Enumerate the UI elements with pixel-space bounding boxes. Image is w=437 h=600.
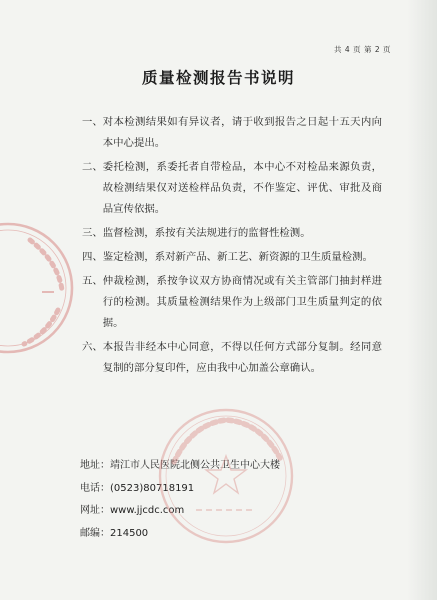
instruction-list	[82, 112, 382, 382]
phone-label: 电话：	[80, 482, 110, 494]
item-text: 鉴定检测，系对新产品、新工艺、新资源的卫生质量检测。	[102, 251, 373, 263]
website-value: www.jjcdc.com	[110, 505, 185, 516]
item-text: 本报告非经本中心同意，不得以任何方式部分复制。经同意复制的部分复印件，应由我中心加盖公章确认。	[102, 341, 382, 374]
item-number: 三、	[82, 227, 103, 239]
item-number: 一、	[82, 116, 103, 128]
contact-block	[80, 455, 380, 545]
phone-line	[80, 478, 380, 501]
item-number: 六、	[82, 341, 103, 353]
list-item	[82, 223, 382, 244]
list-item	[82, 157, 382, 220]
address-line	[80, 455, 380, 478]
postcode-label: 邮编：	[80, 527, 110, 539]
item-text: 对本检测结果如有异议者，请于收到报告之日起十五天内向本中心提出。	[102, 116, 382, 149]
address-label: 地址：	[80, 460, 110, 471]
list-item	[82, 337, 382, 379]
page-title: 质量检测报告书说明	[141, 69, 295, 87]
item-text: 仲裁检测，系按争议双方协商情况或有关主管部门抽封样进行的检测。其质量检测结果作为上级部门卫生质量判定的依据。	[102, 275, 382, 329]
item-text: 监督检测，系按有关法规进行的监督性检测。	[102, 227, 311, 239]
scan-edge-shadow	[407, 0, 437, 600]
website-label: 网址：	[80, 505, 110, 516]
item-number: 五、	[82, 275, 103, 287]
address-value: 靖江市人民医院北侧公共卫生中心大楼	[110, 460, 280, 471]
list-item	[82, 271, 382, 334]
list-item	[82, 247, 382, 268]
postcode-value: 214500	[110, 527, 149, 539]
item-text: 委托检测，系委托者自带检品，本中心不对检品来源负责，故检测结果仅对送检样品负责，不作鉴定、评优、审批及商品宣传依据。	[102, 161, 382, 215]
page-number: 共 4 页 第 2 页	[334, 45, 391, 54]
item-number: 四、	[82, 251, 103, 263]
postcode-line	[80, 523, 380, 546]
phone-value: (0523)80718191	[110, 482, 195, 494]
website-line	[80, 500, 380, 523]
item-number: 二、	[82, 161, 103, 173]
list-item	[82, 112, 382, 154]
seal-stamp-icon	[0, 218, 78, 358]
